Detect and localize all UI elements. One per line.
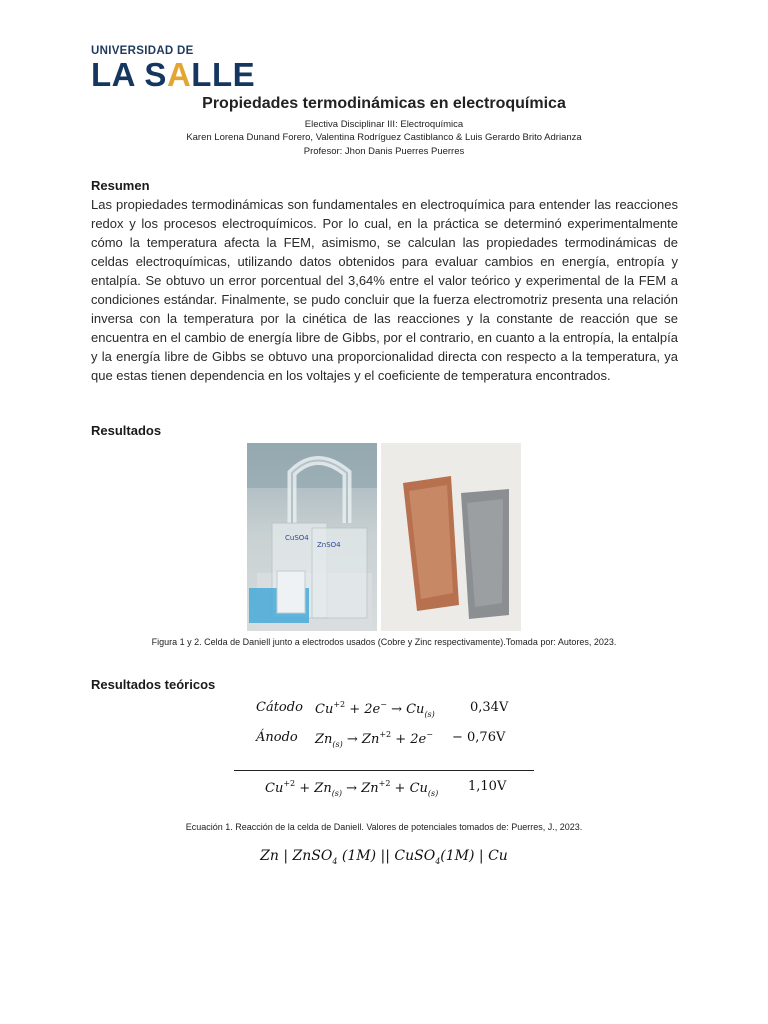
logo-main-a: LA S bbox=[91, 56, 167, 93]
anode-label: Ánodo bbox=[256, 730, 298, 745]
document-title: Propiedades termodinámicas en electroquímica bbox=[202, 95, 566, 112]
logo-main-text bbox=[91, 58, 255, 92]
equation-caption: Ecuación 1. Reacción de la celda de Daniell. Valores de potenciales tomados de: Puerres, J., 2023. bbox=[185, 822, 583, 832]
overall-equation bbox=[0, 779, 768, 801]
resumen-heading: Resumen bbox=[91, 178, 150, 193]
znso4-label: ZnSO4 bbox=[317, 541, 341, 549]
cathode-equation bbox=[0, 700, 768, 722]
anode-potential: − 0,76V bbox=[452, 730, 506, 745]
logo-main-b: LLE bbox=[191, 56, 256, 93]
resultados-heading: Resultados bbox=[91, 423, 162, 438]
authors-line: Karen Lorena Dunand Forero, Valentina Rodríguez Castiblanco & Luis Gerardo Brito Adrianza bbox=[186, 132, 582, 143]
anode-reaction: $Zn_{(s)} \to Zn^{+2} + 2e^-$ bbox=[315, 730, 433, 749]
overall-reaction: $Cu^{+2} + Zn_{(s)} \to Zn^{+2} + Cu_{(s)}$ bbox=[265, 779, 439, 798]
cell-notation: Zn | ZnSO$_4$ (1M) || CuSO$_4$(1M) | Cu bbox=[260, 848, 508, 866]
cathode-reaction: $Cu^{+2} + 2e^- \to Cu_{(s)}$ bbox=[315, 700, 435, 719]
professor-line: Profesor: Jhon Danis Puerres Puerres bbox=[303, 146, 465, 157]
equation-divider bbox=[234, 770, 534, 771]
teoricos-heading: Resultados teóricos bbox=[91, 677, 216, 692]
cathode-label: Cátodo bbox=[256, 700, 303, 715]
logo-main-accent: A bbox=[166, 56, 192, 93]
electrodes-photo bbox=[381, 443, 521, 631]
resumen-body: Las propiedades termodinámicas son fundamentales en electroquímica para entender las reacciones redox y los procesos electroquímicos. Por lo cual, en la práctica se determinó experimentalmente cómo la temperatura afecta la FEM, asimismo, se calculan las propiedades termodinámicas de celdas electroquímicas, utilizando datos obtenidos para evaluar cambios en energía, entropía y entalpía. Se obtuvo un error porcentual del 3,64% entre el valor teórico y experimental de la FEM a condiciones estándar. Finalmente, se pudo concluir que la fuerza electromotriz presenta una relación inversa con la temperatura por la cinética de las reacciones y la constante de reacción que se encuentra en el cambio de energía libre de Gibbs, por el contrario, en cuanto a la entropía, la entalpía y la energía libre de Gibbs se obtuvo una proporcionalidad directa con respecto a la temperatura, ya que estas tienen dependencia en los voltajes y el coeficiente de temperatura encontrados. bbox=[91, 197, 678, 383]
logo-top-text: UNIVERSIDAD DE bbox=[91, 45, 194, 57]
cuso4-label: CuSO4 bbox=[285, 534, 309, 542]
university-logo bbox=[91, 45, 255, 92]
figure-caption: Figura 1 y 2. Celda de Daniell junto a electrodos usados (Cobre y Zinc respectivamente).Tomada por: Autores, 2023. bbox=[151, 637, 617, 647]
overall-potential: 1,10V bbox=[468, 779, 507, 794]
anode-equation bbox=[0, 730, 768, 752]
course-subtitle: Electiva Disciplinar III: Electroquímica bbox=[304, 119, 464, 130]
cathode-potential: 0,34V bbox=[470, 700, 509, 715]
daniell-cell-photo bbox=[247, 443, 377, 631]
